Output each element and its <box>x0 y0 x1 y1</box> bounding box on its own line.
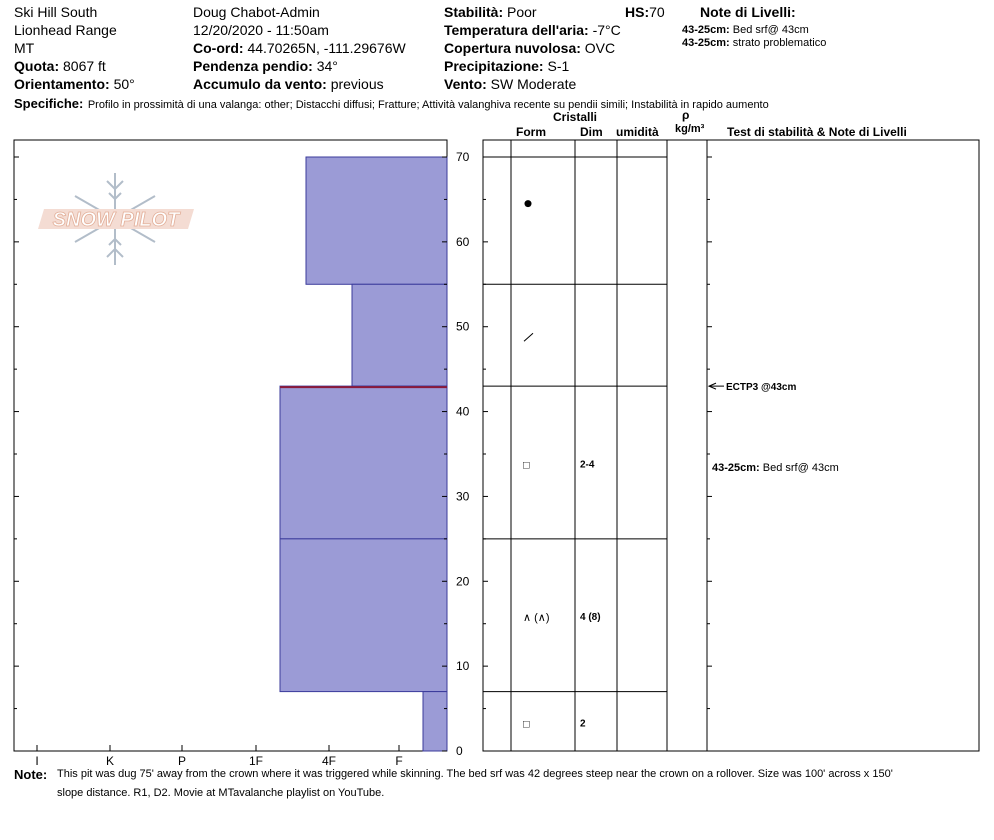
hardness-tick-label: I <box>35 754 39 768</box>
cloud-value: OVC <box>584 40 616 56</box>
hardness-axis <box>35 754 402 768</box>
layer-table-frame <box>483 140 979 751</box>
elevation-label: Quota: <box>14 58 60 74</box>
decomposing-grain-icon <box>524 333 533 341</box>
hardness-layers <box>280 157 447 751</box>
height-tick-label: 40 <box>456 404 470 419</box>
grain-form-symbol: □ <box>523 718 530 731</box>
range-name: Lionhead Range <box>14 22 117 38</box>
hs-value: 70 <box>649 4 665 20</box>
temp-value: -7°C <box>592 22 621 38</box>
density-unit: kg/m³ <box>675 123 705 135</box>
hardness-tick-label: 4F <box>321 754 337 768</box>
layer-note-range: 43-25cm: <box>712 462 763 475</box>
grain-size-value: 4 (8) <box>580 612 601 624</box>
stability-tests <box>709 382 839 474</box>
hardness-tick-label: K <box>105 754 115 768</box>
crystals-header: Cristalli <box>553 110 598 124</box>
observer: Doug Chabot-Admin <box>193 4 320 20</box>
location-name: Ski Hill South <box>14 4 98 20</box>
stability-value: Poor <box>507 4 537 20</box>
height-tick-label: 0 <box>456 744 463 758</box>
wind-load-label: Accumulo da vento: <box>193 76 327 92</box>
layer-note-1-text: Bed srf@ 43cm <box>732 24 809 36</box>
slope-value: 34° <box>316 58 338 74</box>
hardness-tick-label: 1F <box>248 754 264 768</box>
coord-label: Co-ord: <box>193 40 244 56</box>
notes-line-1: This pit was dug 75' away from the crown where it was triggered while skinning. The bed srf was 42 degrees steep near the crown on a rollover. Size was 100' across x 150' <box>57 768 893 780</box>
grain-form-symbol: ∧ (∧) <box>523 612 550 625</box>
notes-label: Note: <box>14 767 48 782</box>
height-tick-label: 50 <box>456 319 470 334</box>
spec-value: Profilo in prossimità di una valanga: other; Distacchi diffusi; Fratture; Attività valanghiva recente su pendii simili; Instabilità in rapido aumento <box>87 99 769 111</box>
elevation-value: 8067 ft <box>63 58 106 74</box>
slope-label: Pendenza pendio: <box>193 58 313 74</box>
wind-label: Vento: <box>444 76 487 92</box>
form-header: Form <box>516 125 546 139</box>
notes-line-2: slope distance. R1, D2. Movie at MTavalanche playlist on YouTube. <box>57 787 385 799</box>
moisture-header: umidità <box>616 125 659 139</box>
height-tick-label: 70 <box>456 150 470 164</box>
temp-label: Temperatura dell'aria: <box>444 22 589 38</box>
wind-value: SW Moderate <box>490 76 577 92</box>
state-name: MT <box>14 40 35 56</box>
hardness-tick-label: F <box>395 754 403 768</box>
hardness-layer-bar <box>280 539 447 692</box>
test-notes-header: Test di stabilità & Note di Livelli <box>727 125 907 139</box>
layer-note-text: Bed srf@ 43cm <box>762 462 839 475</box>
hs-label: HS: <box>625 4 650 20</box>
cloud-label: Copertura nuvolosa: <box>444 40 581 56</box>
date-time: 12/20/2020 - 11:50am <box>193 22 329 38</box>
rounded-grain-icon <box>525 200 532 207</box>
table-column-lines <box>511 140 707 751</box>
height-tick-label: 10 <box>456 659 470 674</box>
grain-form-symbol: □ <box>523 459 530 472</box>
coord-value: 44.70265N, -111.29676W <box>247 40 406 56</box>
hardness-tick-label: P <box>177 754 187 768</box>
aspect-value: 50° <box>113 76 135 92</box>
grain-size-value: 2-4 <box>580 459 595 471</box>
height-tick-label: 30 <box>456 489 470 504</box>
aspect-label: Orientamento: <box>14 76 110 92</box>
precip-value: S-1 <box>547 58 570 74</box>
layer-note-annotation <box>712 462 839 474</box>
hardness-layer-bar <box>352 284 447 386</box>
logo-text: SNOW PILOT <box>52 209 180 231</box>
wind-load-value: previous <box>330 76 384 92</box>
layer-notes-title: Note di Livelli: <box>700 4 796 20</box>
height-tick-label: 60 <box>456 234 470 249</box>
height-axis <box>456 150 470 758</box>
stability-test-label: ECTP3 @43cm <box>726 382 797 394</box>
hardness-layer-bar <box>280 386 447 539</box>
hardness-layer-bar <box>423 692 447 751</box>
layer-note-1-range: 43-25cm: <box>682 24 730 36</box>
hardness-layer-bar <box>306 157 447 284</box>
height-tick-label: 20 <box>456 574 470 589</box>
stability-label: Stabilità: <box>444 4 504 20</box>
density-symbol: ρ <box>682 108 690 122</box>
precip-label: Precipitazione: <box>444 58 544 74</box>
grain-size-value: 2 <box>580 718 586 730</box>
layer-note-2-range: 43-25cm: <box>682 37 730 49</box>
layer-note-2-text: strato problematico <box>732 37 827 49</box>
snow-pilot-logo <box>38 173 194 265</box>
table-tick-marks <box>483 157 712 751</box>
size-header: Dim <box>580 125 603 139</box>
spec-label: Specifiche: <box>14 96 84 111</box>
